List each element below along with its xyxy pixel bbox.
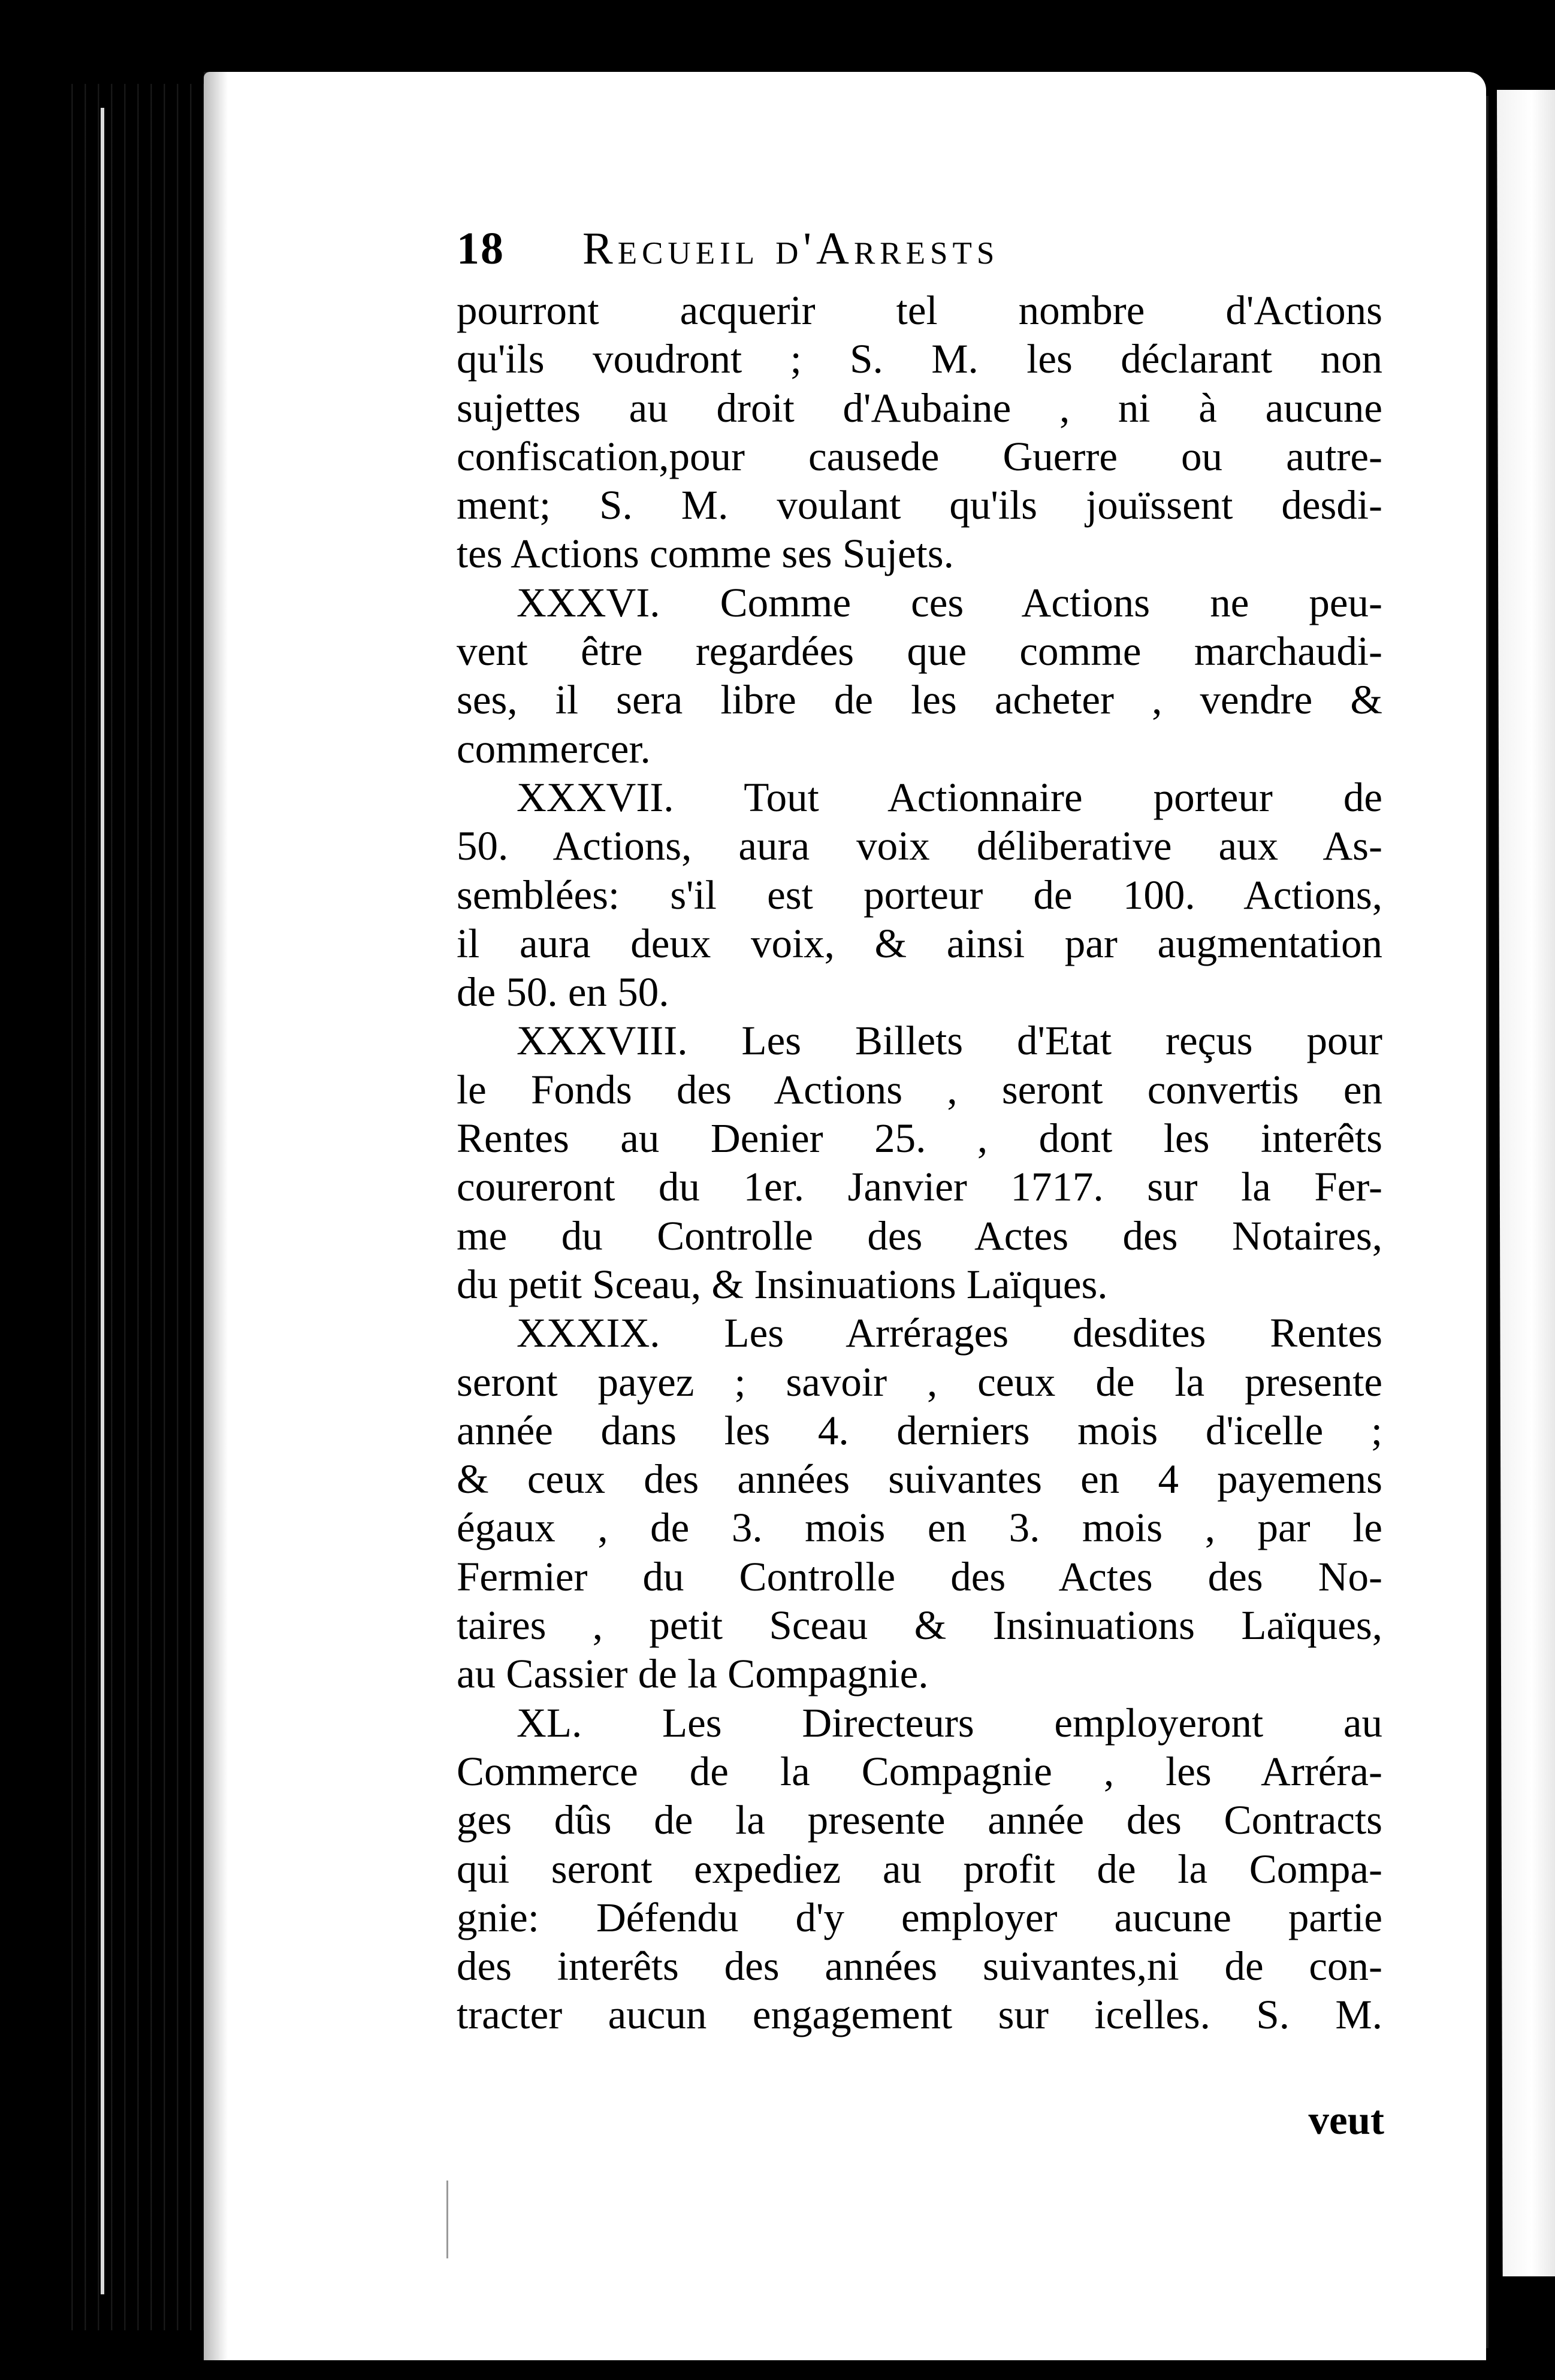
left-binding-edge: [101, 108, 104, 2294]
text-line: des interêts des années suivantes,ni de con-: [457, 1943, 1382, 1989]
text-line: le Fonds des Actions , seront convertis en: [457, 1066, 1382, 1112]
text-line: du petit Sceau, & Insinuations Laïques.: [457, 1261, 1108, 1307]
text-line: tes Actions comme ses Sujets.: [457, 531, 954, 577]
text-line: semblées: s'il est porteur de 100. Actions,: [457, 872, 1382, 918]
text-line: vent être regardées que comme marchaudi-: [457, 628, 1382, 675]
text-line: ges dûs de la presente année des Contracts: [457, 1797, 1382, 1843]
text-line: tracter aucun engagement sur icelles. S. M.: [457, 1992, 1382, 2038]
page-body: [457, 286, 1382, 2040]
catchword: veut: [1308, 2097, 1384, 2143]
page-gutter-shadow: [204, 72, 228, 2360]
article-xxxix-start: XXXIX. Les Arrérages desdites Rentes: [517, 1310, 1382, 1356]
right-leaf-edge: [1497, 90, 1555, 2276]
text-line: me du Controlle des Actes des Notaires,: [457, 1212, 1382, 1259]
text-line: Commerce de la Compagnie , les Arréra-: [457, 1748, 1382, 1794]
text-line: confiscation,pour causede Guerre ou autre-: [457, 433, 1382, 479]
page-number: 18: [457, 223, 505, 274]
text-line: coureront du 1er. Janvier 1717. sur la Fer-: [457, 1164, 1382, 1210]
text-line: qui seront expediez au profit de la Compa-: [457, 1846, 1382, 1892]
text-line: égaux , de 3. mois en 3. mois , par le: [457, 1505, 1382, 1551]
left-page-edges: [66, 84, 204, 2330]
article-xl-start: XL. Les Directeurs employeront au: [517, 1699, 1382, 1746]
article-xxxviii-start: XXXVIII. Les Billets d'Etat reçus pour: [517, 1018, 1382, 1064]
text-line: seront payez ; savoir , ceux de la presente: [457, 1359, 1382, 1405]
text-line: taires , petit Sceau & Insinuations Laïques,: [457, 1602, 1382, 1649]
text-line: gnie: Défendu d'y employer aucune partie: [457, 1894, 1382, 1940]
text-line: ment; S. M. voulant qu'ils jouïssent desdi-: [457, 482, 1382, 528]
text-line: sujettes au droit d'Aubaine , ni à aucune: [457, 385, 1382, 431]
text-line: il aura deux voix, & ainsi par augmentation: [457, 920, 1382, 966]
text-line: au Cassier de la Compagnie.: [457, 1651, 929, 1697]
text-line: 50. Actions, aura voix déliberative aux As-: [457, 823, 1382, 869]
text-line: année dans les 4. derniers mois d'icelle ;: [457, 1407, 1382, 1453]
running-title: Recueil d'Arrests: [582, 223, 1000, 274]
text-line: commercer.: [457, 725, 651, 772]
text-line: ses, il sera libre de les acheter , vendre &: [457, 677, 1382, 723]
paper-crease: [446, 2181, 448, 2258]
text-line: Fermier du Controlle des Actes des No-: [457, 1553, 1382, 1599]
text-line: qu'ils voudront ; S. M. les déclarant non: [457, 336, 1382, 382]
text-line: Rentes au Denier 25. , dont les interêts: [457, 1115, 1382, 1162]
text-line: & ceux des années suivantes en 4 payemens: [457, 1456, 1382, 1502]
article-xxxvi-start: XXXVI. Comme ces Actions ne peu-: [517, 579, 1382, 625]
text-line: de 50. en 50.: [457, 969, 669, 1015]
page-header: [457, 223, 1236, 289]
article-xxxvii-start: XXXVII. Tout Actionnaire porteur de: [517, 774, 1382, 820]
text-line: pourront acquerir tel nombre d'Actions: [457, 288, 1382, 333]
